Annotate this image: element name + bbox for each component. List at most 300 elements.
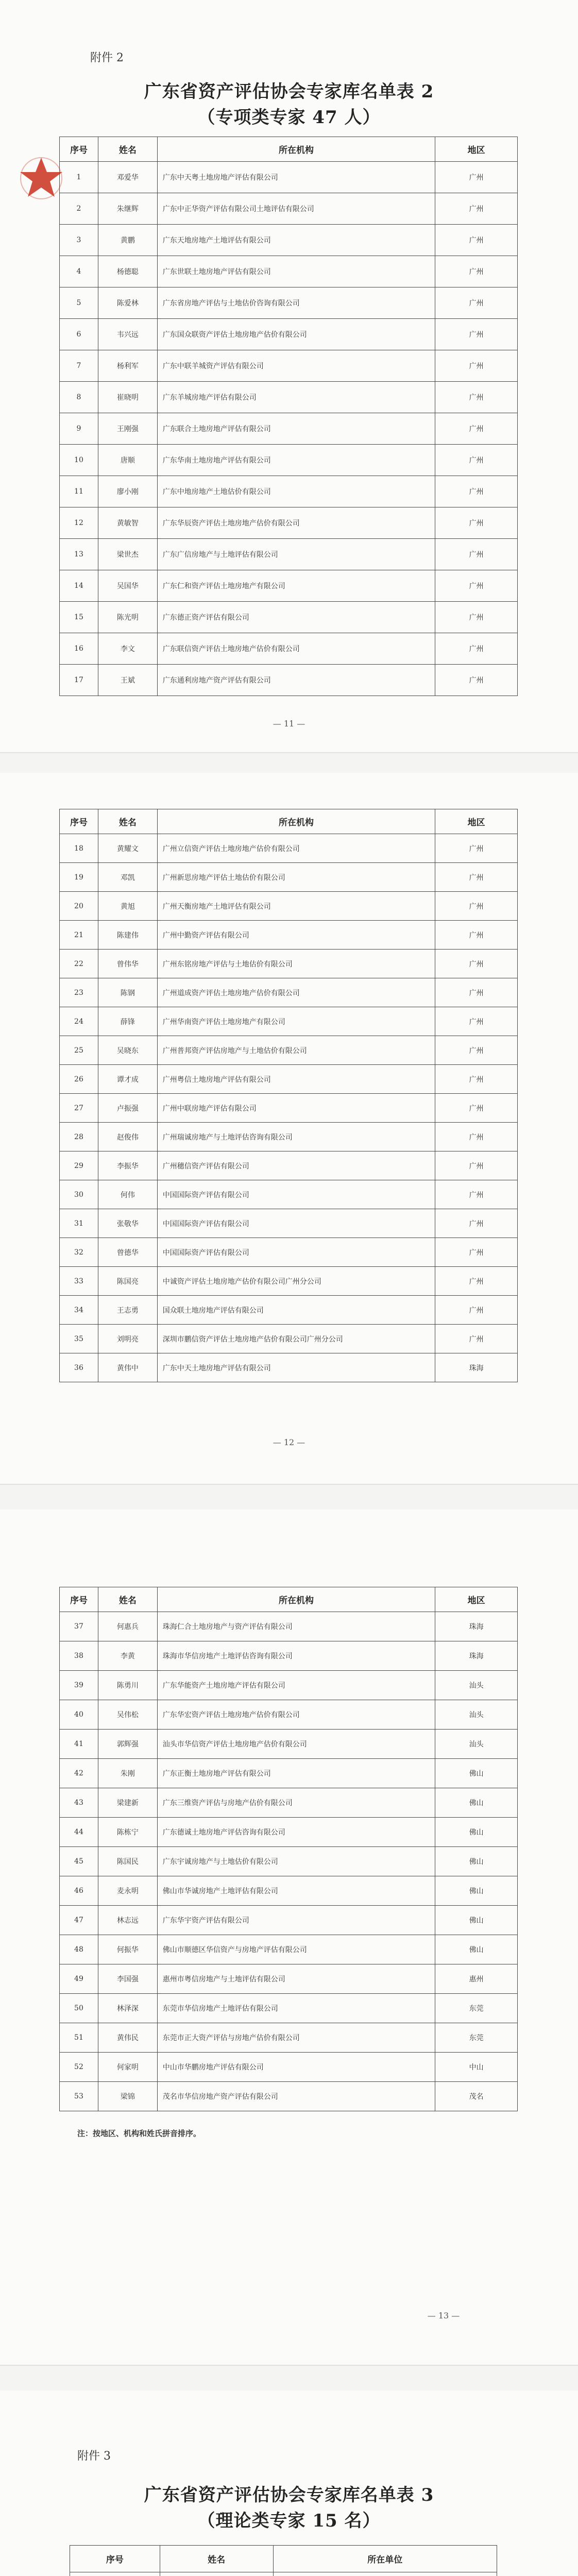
cell-org: 广州中联房地产评估有限公司: [157, 1094, 435, 1123]
cell-no: 15: [60, 602, 98, 633]
cell-name: 刘明亮: [98, 1325, 157, 1353]
cell-name: 朱刚: [98, 1759, 157, 1788]
cell-name: 陈国亮: [98, 1267, 157, 1296]
cell-no: 22: [60, 950, 98, 978]
cell-no: 41: [60, 1730, 98, 1759]
cell-org: 中国国际资产评估有限公司: [157, 1180, 435, 1209]
cell-name: 卢振强: [98, 1094, 157, 1123]
cell-no: 51: [60, 2023, 98, 2053]
cell-org: 广东华宇资产评估有限公司: [157, 1906, 435, 1935]
table-row: [60, 1730, 518, 1759]
table-row: [60, 1906, 518, 1935]
cell-name: 邓爱华: [98, 162, 157, 193]
cell-region: 广州: [435, 193, 518, 225]
table-row: [60, 350, 518, 382]
table-header-row: [60, 137, 518, 162]
table-row: [60, 287, 518, 319]
table-row: [60, 1296, 518, 1325]
table-row: [60, 1094, 518, 1123]
table-row: [60, 834, 518, 863]
cell-no: 43: [60, 1788, 98, 1818]
column-header-name: 姓名: [98, 809, 157, 834]
attachment-label: 附件 3: [77, 2450, 111, 2463]
cell-no: 44: [60, 1818, 98, 1847]
cell-region: 广州: [435, 507, 518, 539]
document-page-12: [0, 773, 578, 1485]
cell-org: 广东华能资产土地房地产评估有限公司: [157, 1671, 435, 1700]
document-page-13: [0, 1510, 578, 2366]
page-number: — 12 —: [273, 1437, 305, 1447]
cell-org: 广东世联土地房地产评估有限公司: [157, 256, 435, 287]
cell-org: 广州普邦资产评估房地产与土地估价有限公司: [157, 1036, 435, 1065]
cell-org: 广州中勤资产评估有限公司: [157, 921, 435, 950]
cell-no: 2: [60, 193, 98, 225]
cell-name: 何惠兵: [98, 1612, 157, 1641]
cell-no: 52: [60, 2053, 98, 2082]
cell-no: 46: [60, 1876, 98, 1906]
cell-region: 广州: [435, 162, 518, 193]
cell-region: 汕头: [435, 1730, 518, 1759]
cell-no: 14: [60, 570, 98, 602]
table-header-row: [60, 1587, 518, 1612]
table-row: [60, 413, 518, 445]
table-row: [60, 193, 518, 225]
theory-expert-roster-table: [70, 2545, 497, 2576]
cell-name: 麦永明: [98, 1876, 157, 1906]
cell-name: 梁锦: [98, 2082, 157, 2111]
sorting-note: 注：按地区、机构和姓氏拼音排序。: [77, 2129, 201, 2138]
cell-name: 陈栋宁: [98, 1818, 157, 1847]
cell-region: 珠海: [435, 1612, 518, 1641]
cell-no: 13: [60, 539, 98, 570]
column-header-no: 序号: [60, 1587, 98, 1612]
cell-no: 20: [60, 892, 98, 921]
cell-no: 32: [60, 1238, 98, 1267]
cell-no: 36: [60, 1353, 98, 1382]
cell-region: 广州: [435, 225, 518, 256]
cell-no: 48: [60, 1935, 98, 1964]
cell-org: 佛山市华诚房地产土地评估有限公司: [157, 1876, 435, 1906]
cell-no: 47: [60, 1906, 98, 1935]
table-row: [60, 1325, 518, 1353]
cell-org: 广东仁和资产评估土地房地产有限公司: [157, 570, 435, 602]
cell-no: 21: [60, 921, 98, 950]
table-row: [60, 602, 518, 633]
cell-region: 佛山: [435, 1847, 518, 1876]
cell-org: 广州道成资产评估土地房地产估价有限公司: [157, 978, 435, 1007]
table-row: [60, 921, 518, 950]
cell-name: 陈钢: [98, 978, 157, 1007]
cell-region: 广州: [435, 1238, 518, 1267]
cell-name: 杨德聪: [98, 256, 157, 287]
cell-org: 广州东铭房地产评估与土地估价有限公司: [157, 950, 435, 978]
specialist-roster-table-part2: [59, 809, 518, 1382]
cell-name: 曾伟华: [98, 950, 157, 978]
cell-region: 广州: [435, 350, 518, 382]
cell-region: 广州: [435, 1267, 518, 1296]
table-row: [60, 382, 518, 413]
cell-region: 佛山: [435, 1935, 518, 1964]
table-row: [60, 1847, 518, 1876]
cell-region: 东莞: [435, 2023, 518, 2053]
document-page-14: [0, 2391, 578, 2576]
table-row: [60, 1267, 518, 1296]
cell-org: 佛山市顺德区华信资产与房地产评估有限公司: [157, 1935, 435, 1964]
table-row: [60, 665, 518, 696]
table-row: [60, 1964, 518, 1994]
cell-region: 广州: [435, 1325, 518, 1353]
column-header-org: 所在机构: [157, 809, 435, 834]
column-header-no: 序号: [60, 137, 98, 162]
cell-region: 佛山: [435, 1906, 518, 1935]
column-header-name: 姓名: [98, 137, 157, 162]
cell-no: 28: [60, 1123, 98, 1151]
cell-org: 茂名市华信房地产资产评估有限公司: [157, 2082, 435, 2111]
cell-name: 林泽深: [98, 1994, 157, 2023]
cell-region: 广州: [435, 602, 518, 633]
cell-name: 吴晓东: [98, 1036, 157, 1065]
cell-name: 崔晓明: [98, 382, 157, 413]
table-row: [60, 1065, 518, 1094]
table-row: [60, 1180, 518, 1209]
cell-name: 黄耀文: [98, 834, 157, 863]
cell-org: 深圳市鹏信资产评估土地房地产估价有限公司广州分公司: [157, 1325, 435, 1353]
cell-region: 广州: [435, 413, 518, 445]
cell-org: 中诚资产评估土地房地产估价有限公司广州分公司: [157, 1267, 435, 1296]
cell-region: 珠海: [435, 1353, 518, 1382]
cell-name: 赵俊伟: [98, 1123, 157, 1151]
table-row: [60, 1612, 518, 1641]
cell-org: 广州粤信土地房地产评估有限公司: [157, 1065, 435, 1094]
table-row: [60, 1353, 518, 1382]
cell-region: 广州: [435, 1036, 518, 1065]
cell-no: 27: [60, 1094, 98, 1123]
cell-name: 王斌: [98, 665, 157, 696]
table-row: [60, 863, 518, 892]
cell-no: 4: [60, 256, 98, 287]
cell-no: 40: [60, 1700, 98, 1730]
cell-org: 广东华宏资产评估土地房地产估价有限公司: [157, 1700, 435, 1730]
cell-org: 广州瑞诚房地产与土地评估咨询有限公司: [157, 1123, 435, 1151]
table-row: [70, 2572, 497, 2576]
cell-region: 广州: [435, 476, 518, 507]
cell-no: 18: [60, 834, 98, 863]
cell-no: 10: [60, 445, 98, 476]
cell-name: 李文: [98, 633, 157, 665]
cell-no: 33: [60, 1267, 98, 1296]
cell-name: 廖小刚: [98, 476, 157, 507]
cell-org: 广东三维资产评估与房地产估价有限公司: [157, 1788, 435, 1818]
table-row: [60, 950, 518, 978]
document-subtitle: （专项类专家 47 人）: [197, 107, 381, 128]
table-row: [60, 319, 518, 350]
cell-region: 广州: [435, 256, 518, 287]
cell-org: 广东联信资产评估土地房地产估价有限公司: [157, 633, 435, 665]
cell-no: 30: [60, 1180, 98, 1209]
column-header-region: 地区: [435, 809, 518, 834]
cell-name: 林志远: [98, 1906, 157, 1935]
cell-name: 梁建新: [98, 1788, 157, 1818]
cell-name: 李振华: [98, 1151, 157, 1180]
cell-org: 东莞市正大资产评估与房地产估价有限公司: [157, 2023, 435, 2053]
cell-org: 广东羊城房地产评估有限公司: [157, 382, 435, 413]
cell-name: 唐顺: [98, 445, 157, 476]
table-row: [60, 162, 518, 193]
cell-region: 佛山: [435, 1876, 518, 1906]
cell-region: 广州: [435, 1094, 518, 1123]
cell-region: 佛山: [435, 1759, 518, 1788]
cell-region: 茂名: [435, 2082, 518, 2111]
cell-name: 黄伟民: [98, 2023, 157, 2053]
column-header-unit: 所在单位: [273, 2546, 497, 2572]
cell-name: 薛锋: [98, 1007, 157, 1036]
cell-org: [273, 2572, 497, 2576]
cell-name: 李国强: [98, 1964, 157, 1994]
cell-name: 陈光明: [98, 602, 157, 633]
cell-org: 广东中正华资产评估有限公司土地评估有限公司: [157, 193, 435, 225]
cell-name: 黄伟中: [98, 1353, 157, 1382]
cell-region: 广州: [435, 1151, 518, 1180]
table-row: [60, 2023, 518, 2053]
table-row: [60, 892, 518, 921]
cell-region: 广州: [435, 1296, 518, 1325]
cell-org: 广东正衡土地房地产评估有限公司: [157, 1759, 435, 1788]
cell-no: 53: [60, 2082, 98, 2111]
table-row: [60, 570, 518, 602]
table-row: [60, 1238, 518, 1267]
table-row: [60, 2082, 518, 2111]
table-row: [60, 225, 518, 256]
cell-region: 广州: [435, 445, 518, 476]
cell-name: 杨利军: [98, 350, 157, 382]
cell-no: 12: [60, 507, 98, 539]
cell-no: [70, 2572, 160, 2576]
cell-org: 广东联合土地房地产评估有限公司: [157, 413, 435, 445]
cell-name: 王刚强: [98, 413, 157, 445]
table-row: [60, 539, 518, 570]
cell-region: 佛山: [435, 1818, 518, 1847]
cell-region: 广州: [435, 633, 518, 665]
table-row: [60, 1994, 518, 2023]
cell-name: 黄敏智: [98, 507, 157, 539]
cell-region: 广州: [435, 1007, 518, 1036]
table-row: [60, 1759, 518, 1788]
cell-no: 37: [60, 1612, 98, 1641]
document-page-11: [0, 0, 578, 753]
column-header-no: 序号: [60, 809, 98, 834]
table-row: [60, 1007, 518, 1036]
cell-no: 3: [60, 225, 98, 256]
cell-region: 广州: [435, 570, 518, 602]
cell-region: 广州: [435, 1065, 518, 1094]
table-row: [60, 1641, 518, 1671]
table-header-row: [60, 809, 518, 834]
table-row: [60, 1036, 518, 1065]
table-row: [60, 1818, 518, 1847]
table-row: [60, 1700, 518, 1730]
cell-region: 广州: [435, 834, 518, 863]
cell-name: 吴国华: [98, 570, 157, 602]
cell-org: 广东中天粤土地房地产评估有限公司: [157, 162, 435, 193]
table-row: [60, 978, 518, 1007]
cell-name: 陈国民: [98, 1847, 157, 1876]
cell-name: 曾德华: [98, 1238, 157, 1267]
table-row: [60, 2053, 518, 2082]
cell-org: 广东广信房地产与土地评估有限公司: [157, 539, 435, 570]
cell-region: 珠海: [435, 1641, 518, 1671]
cell-region: 佛山: [435, 1788, 518, 1818]
table-row: [60, 1123, 518, 1151]
cell-no: 31: [60, 1209, 98, 1238]
page-number: — 13 —: [427, 2311, 460, 2320]
cell-no: 1: [60, 162, 98, 193]
table-row: [60, 1209, 518, 1238]
specialist-roster-table-part3: [59, 1587, 518, 2111]
cell-no: 34: [60, 1296, 98, 1325]
cell-org: 广东华辰资产评估土地房地产估价有限公司: [157, 507, 435, 539]
cell-region: 广州: [435, 287, 518, 319]
table-row: [60, 256, 518, 287]
cell-name: 何振华: [98, 1935, 157, 1964]
cell-org: 广州穗信资产评估有限公司: [157, 1151, 435, 1180]
cell-no: 42: [60, 1759, 98, 1788]
cell-name: 谭才成: [98, 1065, 157, 1094]
table-row: [60, 476, 518, 507]
cell-region: 汕头: [435, 1700, 518, 1730]
cell-region: 惠州: [435, 1964, 518, 1994]
table-row: [60, 507, 518, 539]
cell-no: 23: [60, 978, 98, 1007]
cell-org: 惠州市粤信房地产与土地评估有限公司: [157, 1964, 435, 1994]
cell-region: 广州: [435, 978, 518, 1007]
cell-name: 朱继辉: [98, 193, 157, 225]
cell-name: 吴伟松: [98, 1700, 157, 1730]
cell-no: 8: [60, 382, 98, 413]
table-header-row: [70, 2546, 497, 2572]
cell-org: 广东德正资产评估有限公司: [157, 602, 435, 633]
column-header-name: 姓名: [98, 1587, 157, 1612]
specialist-roster-table-part1: [59, 137, 518, 696]
cell-name: 陈建伟: [98, 921, 157, 950]
cell-region: 广州: [435, 319, 518, 350]
cell-name: 郭辉强: [98, 1730, 157, 1759]
cell-org: 珠海仁合土地房地产与资产评估有限公司: [157, 1612, 435, 1641]
cell-region: 广州: [435, 950, 518, 978]
cell-org: 广东省房地产评估与土地估价咨询有限公司: [157, 287, 435, 319]
table-row: [60, 1876, 518, 1906]
cell-no: 45: [60, 1847, 98, 1876]
table-row: [60, 1151, 518, 1180]
cell-no: 38: [60, 1641, 98, 1671]
cell-no: 11: [60, 476, 98, 507]
table-row: [60, 1788, 518, 1818]
cell-name: 韦兴远: [98, 319, 157, 350]
cell-org: 国众联土地房地产评估有限公司: [157, 1296, 435, 1325]
column-header-name: 姓名: [160, 2546, 273, 2572]
cell-name: 何伟: [98, 1180, 157, 1209]
cell-org: 中山市华鹏房地产评估有限公司: [157, 2053, 435, 2082]
cell-no: 24: [60, 1007, 98, 1036]
page-number: — 11 —: [273, 719, 305, 728]
cell-no: 49: [60, 1964, 98, 1994]
cell-org: 广东华南土地房地产评估有限公司: [157, 445, 435, 476]
cell-name: 张敬华: [98, 1209, 157, 1238]
cell-org: 广州天衡房地产土地评估有限公司: [157, 892, 435, 921]
document-subtitle: （理论类专家 15 名）: [197, 2511, 381, 2531]
document-title: 广东省资产评估协会专家库名单表 2: [144, 81, 434, 102]
cell-no: 50: [60, 1994, 98, 2023]
cell-region: 广州: [435, 921, 518, 950]
column-header-region: 地区: [435, 1587, 518, 1612]
cell-no: 35: [60, 1325, 98, 1353]
cell-region: 中山: [435, 2053, 518, 2082]
cell-name: 李黄: [98, 1641, 157, 1671]
cell-no: 39: [60, 1671, 98, 1700]
cell-org: 中国国际资产评估有限公司: [157, 1238, 435, 1267]
cell-name: [160, 2572, 273, 2576]
column-header-org: 所在机构: [157, 137, 435, 162]
cell-region: 广州: [435, 382, 518, 413]
cell-region: 广州: [435, 1209, 518, 1238]
table-row: [60, 633, 518, 665]
cell-org: 东莞市华信房地产土地评估有限公司: [157, 1994, 435, 2023]
cell-name: 何家明: [98, 2053, 157, 2082]
cell-no: 5: [60, 287, 98, 319]
cell-no: 29: [60, 1151, 98, 1180]
cell-region: 东莞: [435, 1994, 518, 2023]
cell-region: 广州: [435, 892, 518, 921]
cell-name: 黄鹏: [98, 225, 157, 256]
cell-region: 广州: [435, 665, 518, 696]
cell-no: 16: [60, 633, 98, 665]
cell-region: 广州: [435, 863, 518, 892]
cell-org: 中国国际资产评估有限公司: [157, 1209, 435, 1238]
cell-name: 王志勇: [98, 1296, 157, 1325]
cell-org: 广东通利房地产资产评估有限公司: [157, 665, 435, 696]
cell-org: 广东宇诚房地产与土地估价有限公司: [157, 1847, 435, 1876]
column-header-region: 地区: [435, 137, 518, 162]
cell-org: 广东中地房地产土地估价有限公司: [157, 476, 435, 507]
table-row: [60, 1935, 518, 1964]
cell-no: 9: [60, 413, 98, 445]
cell-org: 广东德诚土地房地产评估咨询有限公司: [157, 1818, 435, 1847]
cell-org: 广东国众联资产评估土地房地产估价有限公司: [157, 319, 435, 350]
cell-no: 17: [60, 665, 98, 696]
cell-region: 广州: [435, 1180, 518, 1209]
cell-org: 广州华南资产评估土地房地产有限公司: [157, 1007, 435, 1036]
document-title: 广东省资产评估协会专家库名单表 3: [144, 2485, 434, 2505]
table-row: [60, 445, 518, 476]
cell-region: 汕头: [435, 1671, 518, 1700]
cell-region: 广州: [435, 539, 518, 570]
cell-name: 陈勇川: [98, 1671, 157, 1700]
cell-no: 26: [60, 1065, 98, 1094]
cell-no: 7: [60, 350, 98, 382]
cell-org: 珠海市华信房地产土地评估咨询有限公司: [157, 1641, 435, 1671]
cell-org: 广州立信资产评估土地房地产估价有限公司: [157, 834, 435, 863]
table-row: [60, 1671, 518, 1700]
cell-name: 梁世杰: [98, 539, 157, 570]
cell-name: 邓凯: [98, 863, 157, 892]
cell-no: 6: [60, 319, 98, 350]
cell-org: 广东中联羊城资产评估有限公司: [157, 350, 435, 382]
cell-org: 广东中天土地房地产评估有限公司: [157, 1353, 435, 1382]
cell-name: 黄旭: [98, 892, 157, 921]
cell-no: 19: [60, 863, 98, 892]
attachment-label: 附件 2: [90, 52, 124, 64]
cell-org: 广州新思房地产评估土地估价有限公司: [157, 863, 435, 892]
column-header-no: 序号: [70, 2546, 160, 2572]
